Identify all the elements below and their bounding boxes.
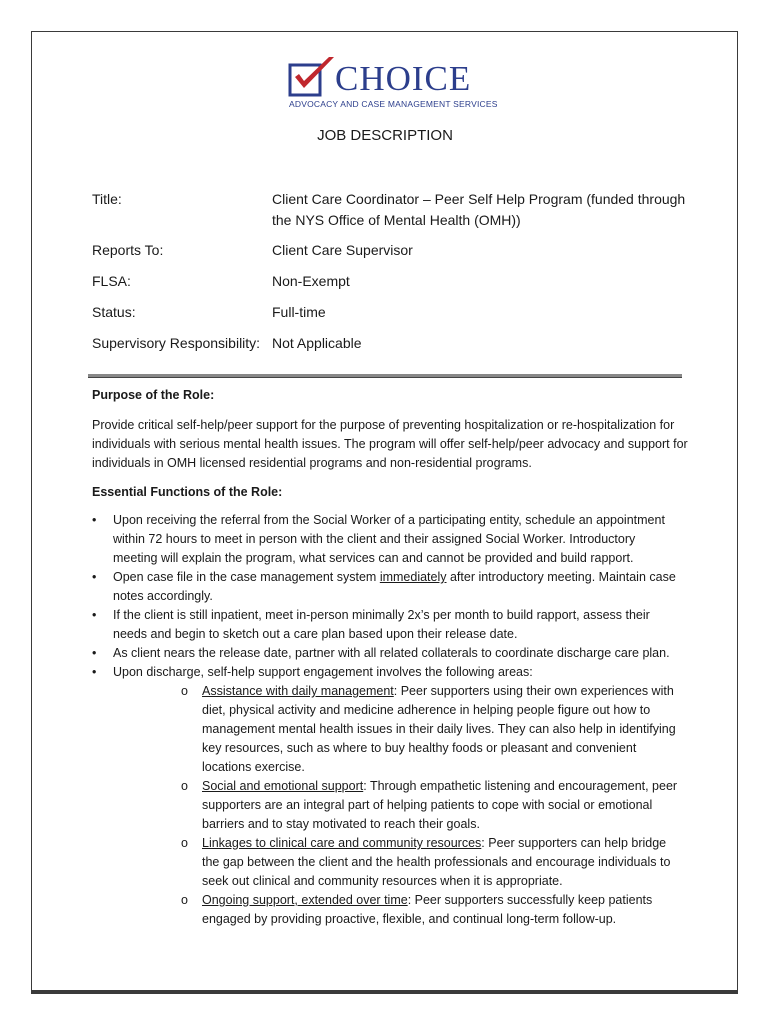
sub-item-text: : Peer supporters successfully keep patients engaged by providing proactive, flexible, and continual long-term follow-up. bbox=[202, 893, 653, 926]
list-item: • As client nears the release date, partner with all related collaterals to coordinate discharge care plan. bbox=[92, 644, 682, 663]
list-item: • Upon receiving the referral from the Social Worker of a participating entity, schedule an appointment within 72 hours to meet in person with the client and their assigned Social Worker. Introductory meeting will explain the program, what services can and cannot be provided and build rapport. bbox=[92, 511, 682, 568]
logo-tagline: ADVOCACY AND CASE MANAGEMENT SERVICES bbox=[289, 99, 498, 109]
list-item-text: Open case file in the case management system bbox=[113, 570, 380, 584]
sub-item-title: Social and emotional support bbox=[202, 779, 364, 793]
field-label-status: Status: bbox=[92, 304, 136, 320]
sub-item-title: Linkages to clinical care and community resources bbox=[202, 836, 482, 850]
choice-logo bbox=[287, 55, 498, 111]
sub-item-text: : Peer supporters using their own experiences with diet, physical activity and medicine adherence in helping people figure out how to management mental health issues in their daily lives. They can also help in identifying key resources, such as where to buy healthy foods or pleasant and convenient locations exercise. bbox=[202, 684, 676, 774]
sub-list-item bbox=[181, 834, 682, 891]
sub-list-item bbox=[181, 777, 682, 834]
support-areas-list bbox=[113, 682, 682, 929]
sub-item-text: : Through empathetic listening and encouragement, peer supporters are an integral part of helping patients to cope with social or emotional barriers and to stay motivated to reach their goals. bbox=[202, 779, 678, 831]
list-item-text: after introductory meeting. Maintain case notes accordingly. bbox=[113, 570, 676, 603]
list-item: • If the client is still inpatient, meet in-person minimally 2x’s per month to build rapport, assess their needs and begin to sketch out a care plan based upon their release date. bbox=[92, 606, 682, 644]
field-value-status: Full-time bbox=[272, 304, 326, 320]
field-label-reports-to: Reports To: bbox=[92, 242, 164, 258]
list-item bbox=[92, 663, 682, 929]
page-border-shadow bbox=[31, 991, 738, 994]
field-value-flsa: Non-Exempt bbox=[272, 273, 350, 289]
document-title: JOB DESCRIPTION bbox=[317, 127, 453, 144]
emphasis-immediately: immediately bbox=[379, 570, 447, 584]
field-label-flsa: FLSA: bbox=[92, 273, 131, 289]
sub-list-item bbox=[181, 682, 682, 777]
functions-list bbox=[92, 511, 682, 929]
sub-list-item bbox=[181, 891, 682, 929]
field-label-title: Title: bbox=[92, 191, 122, 207]
section-divider bbox=[88, 374, 682, 378]
field-value-title: Client Care Coordinator – Peer Self Help Program (funded through the NYS Office of Mental Health (OMH)) bbox=[272, 191, 686, 228]
purpose-heading: Purpose of the Role: bbox=[92, 388, 215, 402]
field-value-reports-to: Client Care Supervisor bbox=[272, 242, 413, 258]
sub-item-title: Assistance with daily management bbox=[202, 684, 394, 698]
logo-wordmark: CHOICE bbox=[335, 59, 472, 98]
list-item bbox=[92, 568, 682, 606]
sub-item-title: Ongoing support, extended over time bbox=[202, 893, 408, 907]
checkmark-icon bbox=[287, 55, 337, 99]
functions-heading: Essential Functions of the Role: bbox=[92, 485, 283, 499]
field-label-supervisory: Supervisory Responsibility: bbox=[92, 335, 261, 351]
purpose-text: Provide critical self-help/peer support for the purpose of preventing hospitalization or re-hospitalization for individuals with serious mental health issues. The program will offer self-help/peer advocacy and support for individuals in OMH licensed residential programs and non-residential programs. bbox=[92, 418, 688, 470]
sub-item-text: : Peer supporters can help bridge the gap between the client and the health professionals and encourage individuals to seek out clinical and community resources when it is appropriate. bbox=[202, 836, 671, 888]
field-value-supervisory: Not Applicable bbox=[272, 335, 362, 351]
list-item-text: Upon discharge, self-help support engagement involves the following areas: bbox=[113, 665, 533, 679]
